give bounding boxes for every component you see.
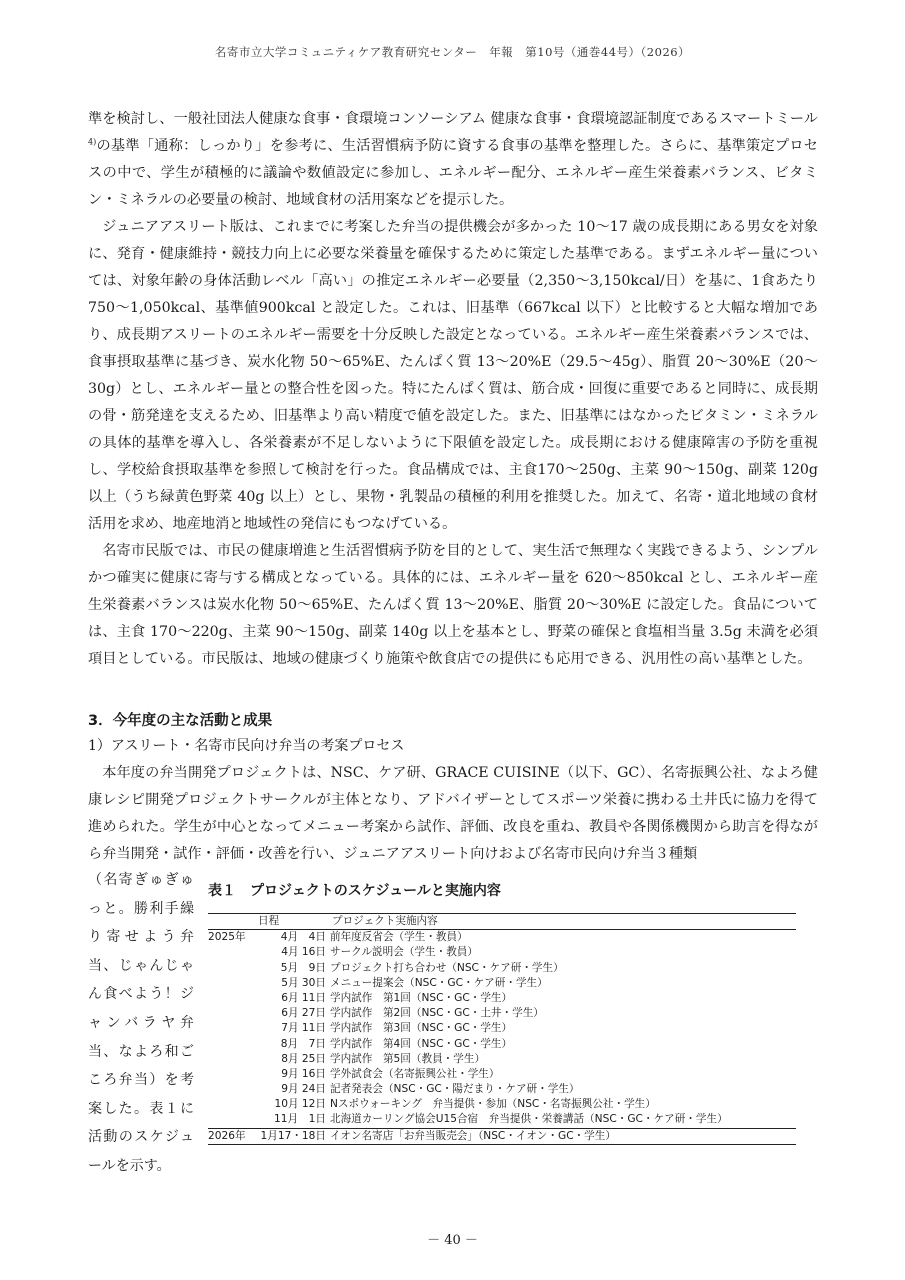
cell-activity: 前年度反省会（学生・教員） [330,931,468,944]
paragraph-citizen: 名寄市民版では、市民の健康増進と生活習慣病予防を目的として、実生活で無理なく実践できるよう、シンプルかつ確実に健康に寄与する構成となっている。具体的には、エネルギー量を 620〜850kcal とし、エネルギー産生栄養素バランスは炭水化物 50〜65%E、たんぱく質 13〜20%E、脂質 20〜30%E に設定した。食品については、主食 170〜220g、主菜 90〜150g、副菜 140g 以上を基本とし、野菜の確保と食塩相当量 3.5g 未満を必須項目としている。市民版は、地域の健康づくり施策や飲食店での提供にも応用できる、汎用性の高い基準とした。 [88,543,818,667]
cell-date: 7月 11日 [281,1022,326,1035]
table-header-row [208,914,796,930]
table-row [208,1021,796,1036]
table-row [208,961,796,976]
cell-activity: 学内試作 第5回（教員・学生） [330,1052,486,1065]
cell-activity: 学内試作 第2回（NSC・GC・土井・学生） [330,1007,544,1020]
cell-date: 1月17・18日 [260,1129,326,1142]
cell-activity: 学内試作 第1回（NSC・GC・学生） [330,991,513,1004]
cell-activity: サークル説明会（学生・教員） [330,946,478,959]
table-row [208,1006,796,1021]
paragraph-project: 本年度の弁当開発プロジェクトは、NSC、ケア研、GRACE CUISINE（以下、GC）、名寄振興公社、なよろ健康レシピ開発プロジェクトサークルが主体となり、アドバイザーとしてスポーツ栄養に携わる土井氏に協力を得て進められた。学生が中心となってメニュー考案から試作、評価、改良を重ね、教員や各関係機関から助言を得ながら弁当開発・試作・評価・改善を行い、ジュニアアスリート向けおよび名寄市民向け弁当３種類 [88,765,818,862]
cell-date: 9月 24日 [281,1083,326,1096]
subsection-title: 1）アスリート・名寄市民向け弁当の考案プロセス [88,738,405,754]
cell-activity: 北海道カーリング協会U15合宿 弁当提供・栄養講話（NSC・GC・ケア研・学生） [330,1113,728,1126]
table-row [208,1082,796,1097]
body-text-lower [88,760,818,868]
cell-date: 9月 16日 [281,1067,326,1080]
paragraph-text: 準を検討し、一般社団法人健康な食事・食環境コンソーシアム 健康な食事・食環境認証制度であるスマートミール [88,111,818,127]
cell-date: 4月 16日 [281,946,326,959]
cell-date: 5月 9日 [280,961,326,974]
cell-activity: イオン名寄店「お弁当販売会」（NSC・イオン・GC・学生） [330,1129,616,1142]
cell-date: 8月 25日 [281,1052,326,1065]
table-row [208,1097,796,1112]
cell-activity: メニュー提案会（NSC・GC・ケア研・学生） [330,976,548,989]
cell-activity: プロジェクト打ち合わせ（NSC・ケア研・学生） [330,961,564,974]
cell-date: 11月 1日 [273,1113,326,1126]
cell-date: 6月 27日 [281,1007,326,1020]
body-text-upper [88,106,818,673]
cell-activity: 学外試食会（名寄振興公社・学生） [330,1067,500,1080]
cell-date: 6月 11日 [281,991,326,1004]
section-title: 3．今年度の主な活動と成果 [88,713,273,729]
column-header-date: 日程 [258,915,280,927]
paragraph [88,106,818,214]
cell-activity: Nスポウォーキング 弁当提供・参加（NSC・名寄振興公社・学生） [330,1098,656,1111]
reference-mark: 4) [88,137,97,147]
cell-activity: 学内試作 第3回（NSC・GC・学生） [330,1022,513,1035]
table-row [208,1037,796,1052]
table-row [208,1128,796,1144]
table-body [208,930,796,1144]
wrapped-text: （名寄ぎゅぎゅっと。勝利手繰り寄せよう弁当、じゃんじゃん食べよう！ジャンバラヤ弁当、なよろ和ごころ弁当）を考案した。表１に活動のスケジュールを示す。 [88,872,194,1174]
paragraph-text: の基準「通称：しっかり」を参考に、生活習慣病予防に資する食事の基準を整理した。さらに、基準策定プロセスの中で、学生が積極的に議論や数値設定に参加し、エネルギー配分、エネルギー産生栄養素バランス、ビタミン・ミネラルの必要量の検討、地域食材の活用案などを提示した。 [88,138,818,208]
table-row [208,1112,796,1127]
table-row [208,945,796,960]
schedule-table [208,913,796,1145]
cell-activity: 学内試作 第4回（NSC・GC・学生） [330,1037,513,1050]
cell-date: 8月 7日 [280,1037,326,1050]
cell-activity: 記者発表会（NSC・GC・陽だまり・ケア研・学生） [330,1083,580,1096]
paragraph-junior-athlete: ジュニアアスリート版は、これまでに考案した弁当の提供機会が多かった 10〜17 歳の成長期にある男女を対象に、発育・健康維持・競技力向上に必要な栄養量を確保するために策定した基準である。まずエネルギー量については、対象年齢の身体活動レベル「高い」の推定エネルギー必要量（2,350〜3,150kcal/日）を基に、1食あたり 750〜1,050kcal、基準値900kcal と設定した。これは、旧基準（667kcal 以下）と比較すると大幅な増加であり、成長期アスリートのエネルギー需要を十分反映した設定となっている。エネルギー産生栄養素バランスでは、食事摂取基準に基づき、炭水化物 50〜65%E、たんぱく質 13〜20%E（29.5〜45g）、脂質 20〜30%E（20〜30g）とし、エネルギー量との整合性を図った。特にたんぱく質は、筋合成・回復に重要であると同時に、成長期の骨・筋発達を支えるため、旧基準より高い精度で値を設定した。また、旧基準にはなかったビタミン・ミネラルの具体的基準を導入し、各栄養素が不足しないように下限値を設定した。成長期における健康障害の予防を重視し、学校給食摂取基準を参照して検討を行った。食品構成では、主食170〜250g、主菜 90〜150g、副菜 120g 以上（うち緑黄色野菜 40g 以上）とし、果物・乳製品の積極的利用を推奨した。加えて、名寄・道北地域の食材活用を求め、地産地消と地域性の発信にもつなげている。 [88,219,818,532]
cell-date: 10月 12日 [274,1098,326,1111]
cell-date: 4月 4日 [280,931,326,944]
cell-year: 2026年 [208,1129,246,1142]
table-row [208,930,796,945]
table-row [208,1067,796,1082]
page-number: － 40 － [427,1233,478,1248]
column-header-activity: プロジェクト実施内容 [332,915,438,927]
cell-date: 5月 30日 [281,976,326,989]
table-row [208,976,796,991]
table-row [208,1052,796,1067]
table-caption: 表１ プロジェクトのスケジュールと実施内容 [208,883,501,899]
running-header: 名寄市立大学コミュニティケア教育研究センター 年報 第10号（通巻44号）（2026） [214,45,691,59]
table-row [208,991,796,1006]
cell-year: 2025年 [208,931,246,944]
